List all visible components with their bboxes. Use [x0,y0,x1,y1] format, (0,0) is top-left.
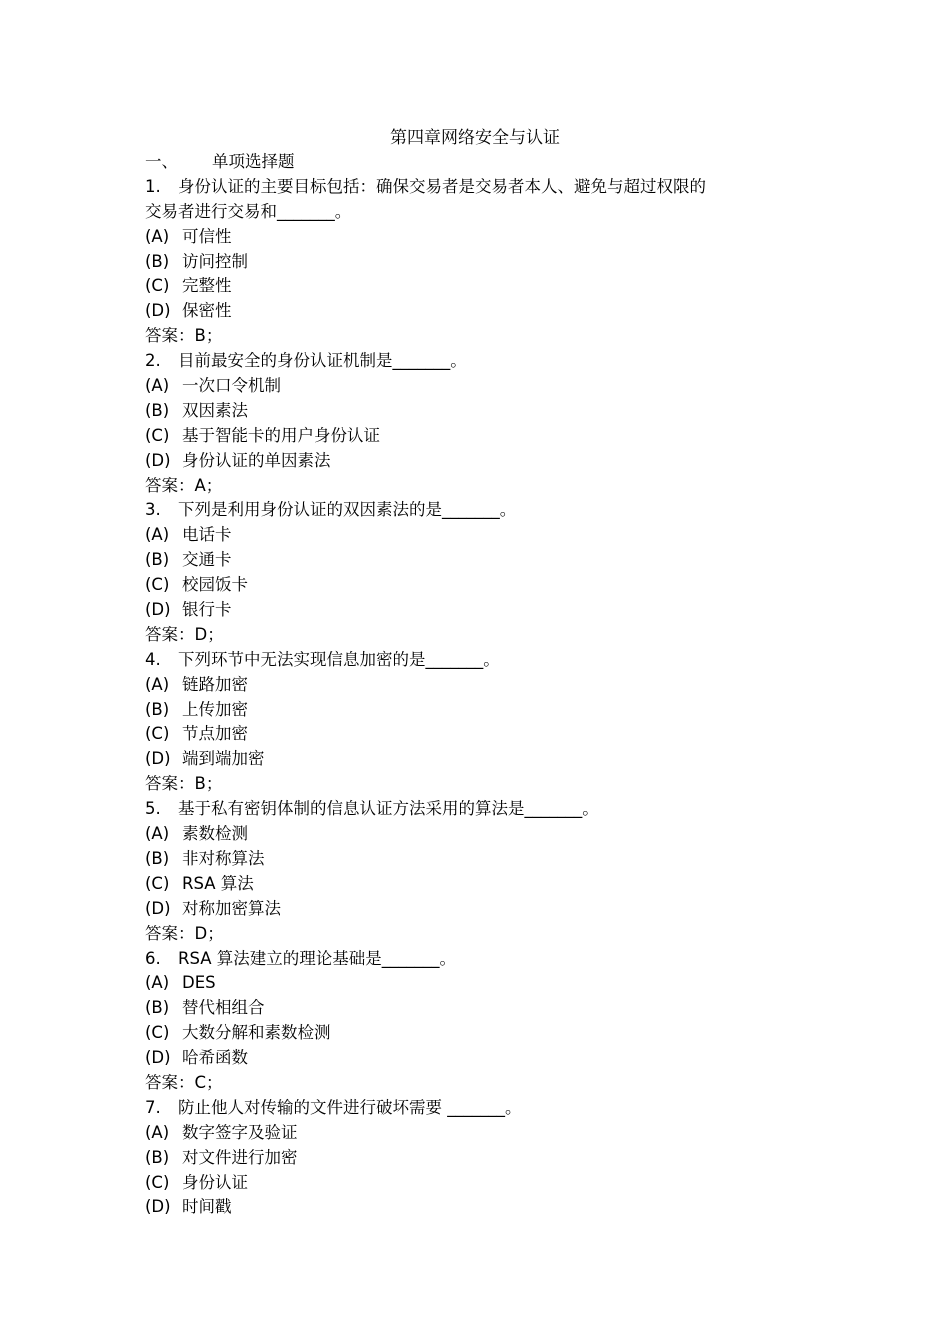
answer-option [145,523,825,548]
option-label: (A) [145,1122,170,1142]
option-text: 上传加密 [182,699,248,719]
answer-option [145,274,825,299]
option-label: (D) [145,450,171,470]
option-label: (C) [145,425,170,445]
question-2 [145,349,825,374]
option-label: (D) [145,898,171,918]
option-text: 基于智能卡的用户身份认证 [182,425,380,445]
section-number: 一、 [145,152,178,171]
answer-option [145,225,825,250]
option-text: 访问控制 [182,251,248,271]
option-text: 完整性 [182,276,232,296]
question-text-continued: 交易者进行交易和_______。 [145,201,352,221]
option-text: 保密性 [182,301,232,321]
option-label: (B) [145,998,170,1018]
question-5 [145,797,825,822]
answer-key: 答案：A； [145,475,223,495]
answer-option [145,573,825,598]
answer-option [145,971,825,996]
answer-key: 答案：B； [145,774,223,794]
question-text: 防止他人对传输的文件进行破坏需要 _______。 [178,1097,522,1117]
option-text: 链路加密 [182,674,248,694]
question-text: 目前最安全的身份认证机制是_______。 [178,351,467,371]
option-label: (D) [145,749,171,769]
question-number: 3. [145,500,161,520]
question-text: 下列是利用身份认证的双因素法的是_______。 [178,500,517,520]
option-text: 身份认证的单因素法 [182,450,331,470]
answer-option [145,847,825,872]
question-text: 下列环节中无法实现信息加密的是_______。 [178,649,500,669]
answer-option [145,872,825,897]
answer-key: 答案：C； [145,1072,223,1092]
option-text: 交通卡 [182,550,232,570]
answer-option [145,250,825,275]
option-label: (B) [145,400,170,420]
option-label: (D) [145,1197,171,1217]
answer-option [145,1021,825,1046]
option-label: (A) [145,525,170,545]
answer-option [145,1195,825,1220]
document-body [145,150,825,1220]
option-text: 节点加密 [182,724,248,744]
answer-option [145,374,825,399]
option-text: 一次口令机制 [182,376,281,396]
answer-option [145,1171,825,1196]
answer-key: 答案：D； [145,624,224,644]
question-4 [145,648,825,673]
option-text: 对称加密算法 [182,898,281,918]
option-label: (A) [145,824,170,844]
question-6 [145,947,825,972]
option-text: 大数分解和素数检测 [182,1023,331,1043]
question-number: 4. [145,649,161,669]
option-label: (D) [145,600,171,620]
question-number: 6. [145,948,161,968]
option-text: RSA 算法 [182,873,254,893]
answer-option [145,747,825,772]
option-text: 身份认证 [182,1172,248,1192]
option-label: (C) [145,724,170,744]
option-text: 数字签字及验证 [182,1122,298,1142]
option-label: (D) [145,301,171,321]
option-text: 校园饭卡 [182,575,248,595]
question-1 [145,175,825,200]
answer-option [145,1146,825,1171]
option-text: DES [182,973,216,993]
answer-option [145,897,825,922]
answer-key: 答案：B； [145,326,223,346]
option-text: 时间戳 [182,1197,232,1217]
answer-option [145,424,825,449]
section-heading [145,150,825,175]
question-number: 5. [145,799,161,819]
question-3 [145,498,825,523]
question-7 [145,1096,825,1121]
answer-option [145,548,825,573]
option-text: 替代相组合 [182,998,265,1018]
option-label: (C) [145,575,170,595]
option-text: 电话卡 [182,525,232,545]
option-label: (D) [145,1048,171,1068]
question-text: 基于私有密钥体制的信息认证方法采用的算法是_______。 [178,799,599,819]
answer-option [145,722,825,747]
option-text: 对文件进行加密 [182,1147,298,1167]
option-text: 非对称算法 [182,848,265,868]
question-text: 身份认证的主要目标包括：确保交易者是交易者本人、避免与超过权限的 [178,176,706,196]
answer-option [145,598,825,623]
answer-key: 答案：D； [145,923,224,943]
answer-option [145,1046,825,1071]
option-text: 双因素法 [182,400,248,420]
option-label: (C) [145,1023,170,1043]
option-label: (A) [145,226,170,246]
option-label: (C) [145,1172,170,1192]
option-label: (A) [145,376,170,396]
answer-option [145,698,825,723]
answer-option [145,673,825,698]
question-number: 1. [145,176,161,196]
option-text: 可信性 [182,226,232,246]
answer-option [145,1121,825,1146]
option-label: (B) [145,550,170,570]
option-label: (B) [145,251,170,271]
answer-option [145,299,825,324]
option-text: 哈希函数 [182,1048,248,1068]
option-label: (B) [145,848,170,868]
question-number: 2. [145,351,161,371]
question-list [145,175,825,1220]
option-label: (B) [145,1147,170,1167]
option-label: (A) [145,973,170,993]
section-title: 单项选择题 [212,152,295,171]
chapter-title: 第四章网络安全与认证 [390,128,560,148]
answer-option [145,449,825,474]
question-text: RSA 算法建立的理论基础是_______。 [178,948,457,968]
answer-option [145,996,825,1021]
option-label: (C) [145,873,170,893]
answer-option [145,399,825,424]
question-number: 7. [145,1097,161,1117]
option-label: (C) [145,276,170,296]
answer-option [145,822,825,847]
option-text: 素数检测 [182,824,248,844]
option-label: (A) [145,674,170,694]
option-label: (B) [145,699,170,719]
option-text: 银行卡 [182,600,232,620]
option-text: 端到端加密 [182,749,265,769]
